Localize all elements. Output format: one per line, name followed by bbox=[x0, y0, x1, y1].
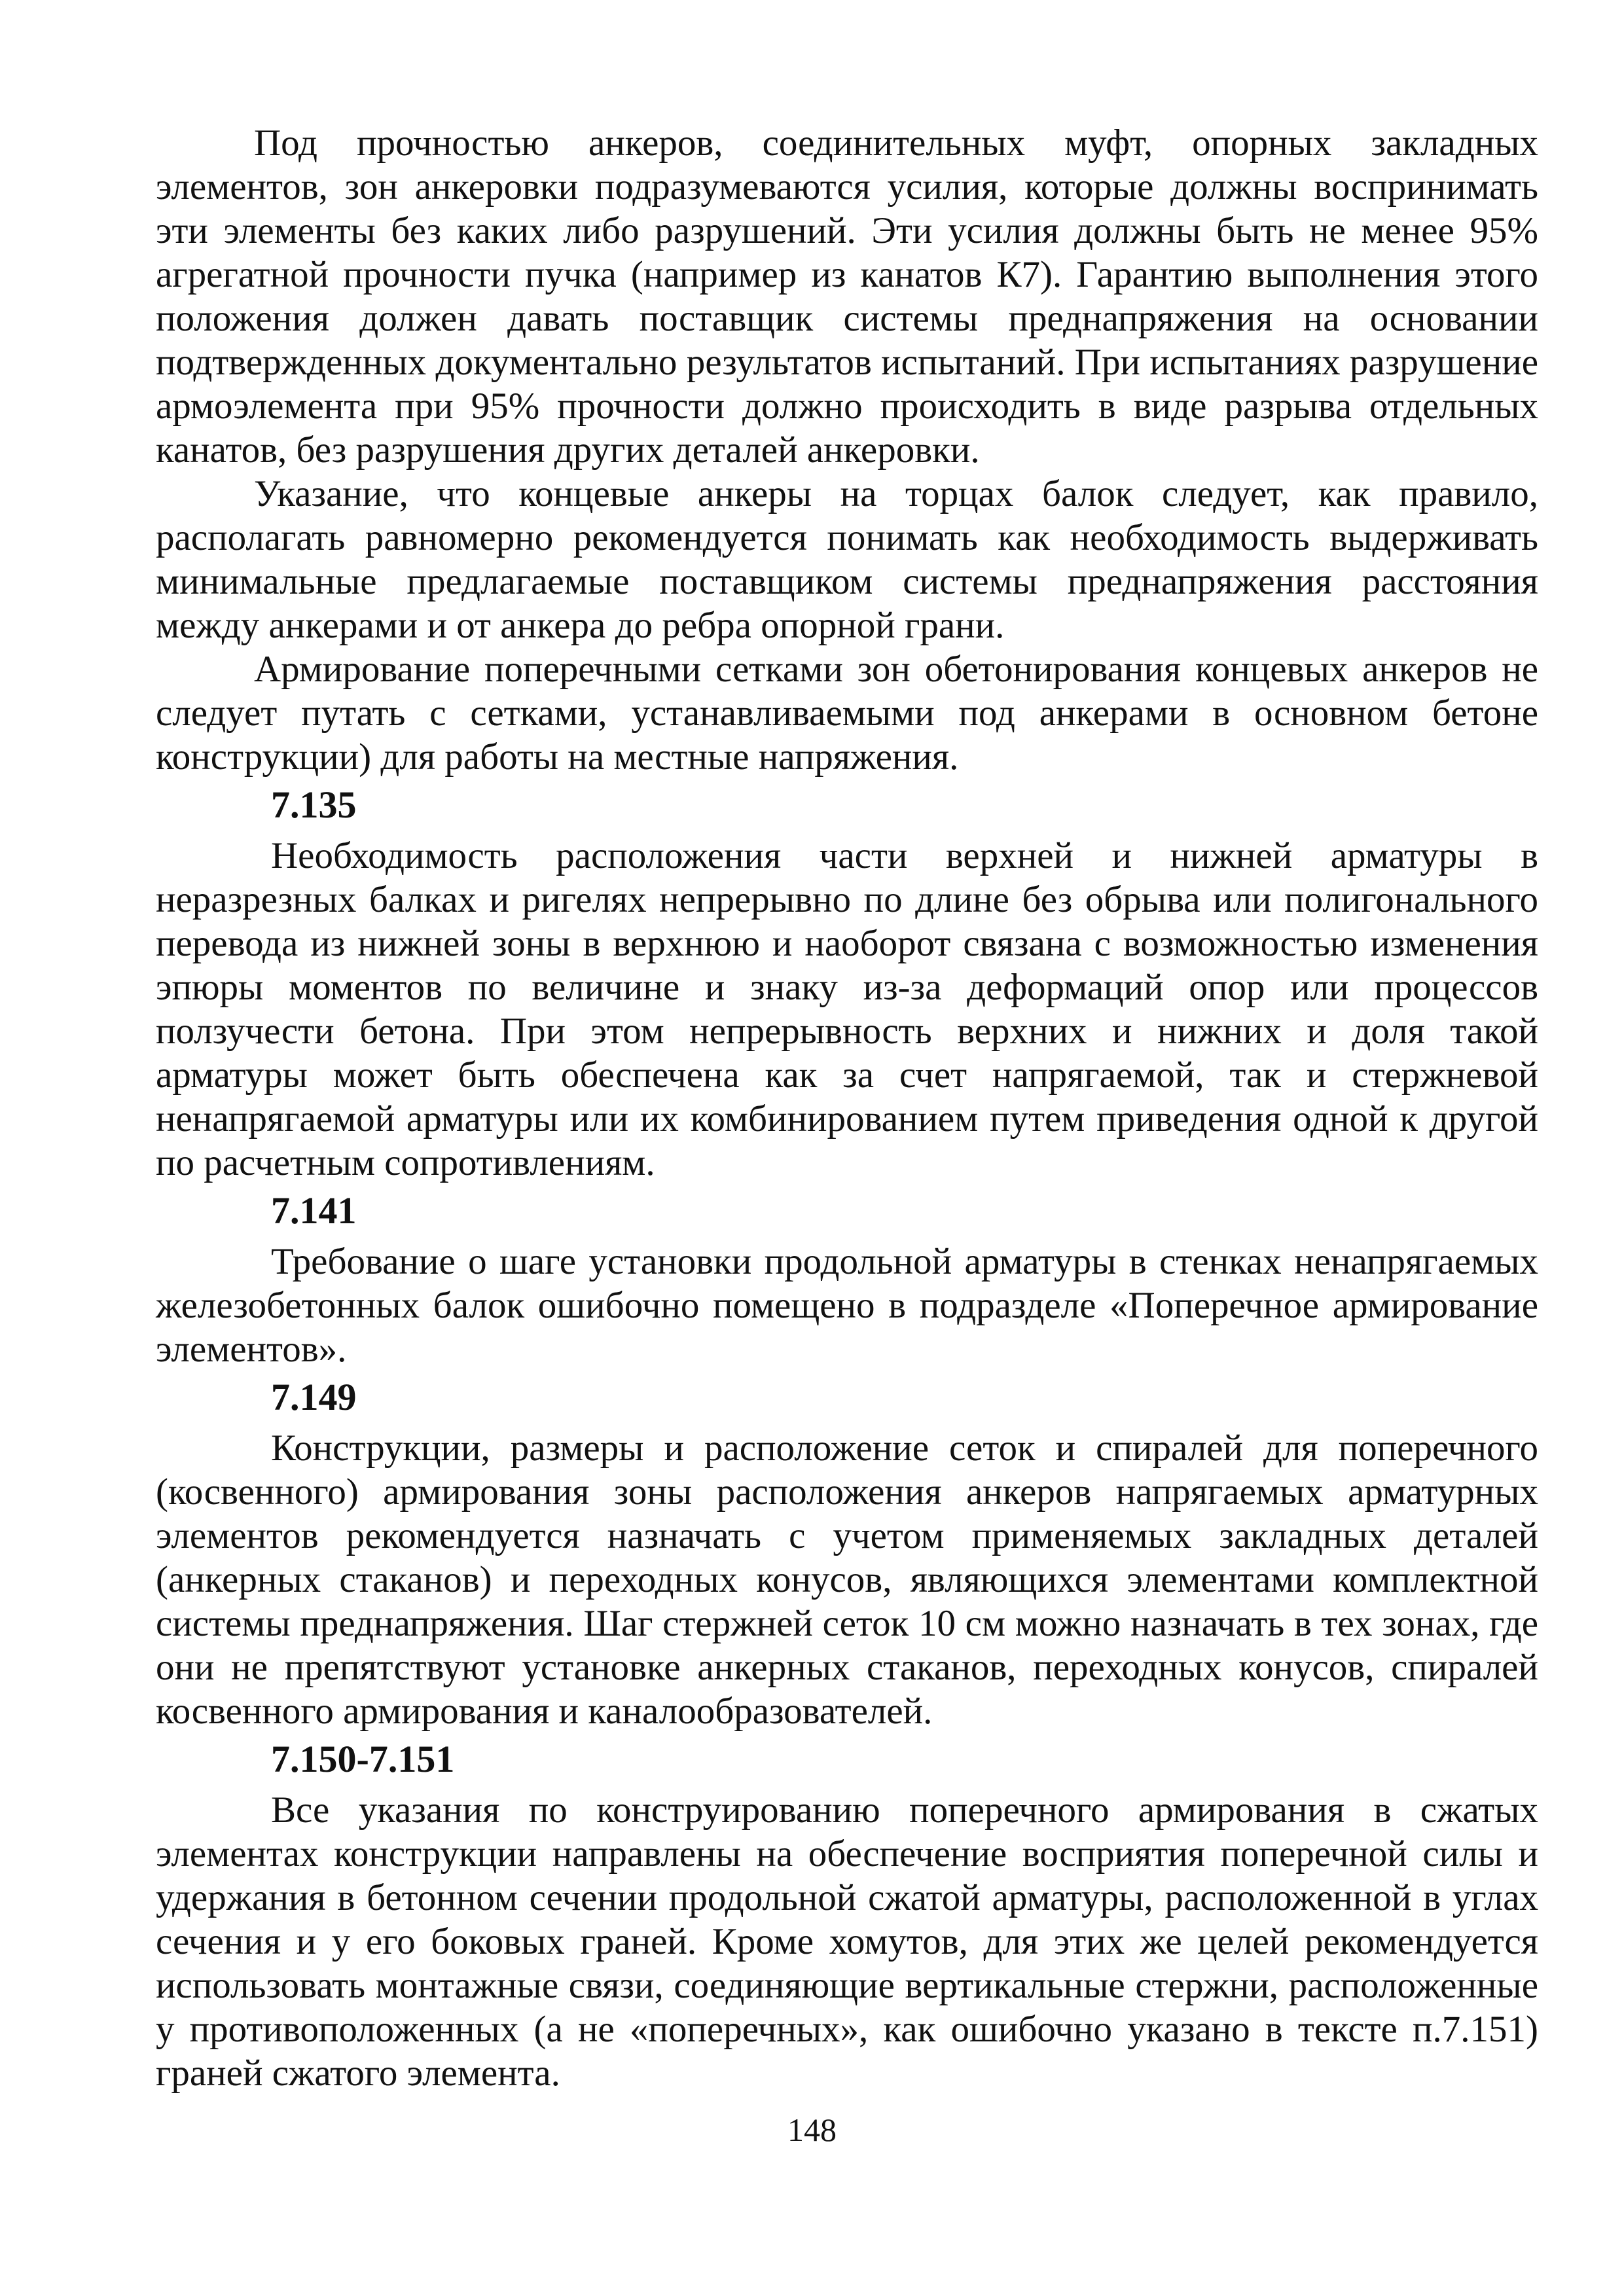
document-page bbox=[156, 121, 1538, 2095]
section-heading-7-141: 7.141 bbox=[271, 1189, 357, 1232]
paragraph-transverse-meshes: Армирование поперечными сетками зон обетонирования концевых анкеров не следует путать с сетками, устанавливаемыми под анкерами в основном бетоне конструкции) для работы на местные напряжения. bbox=[156, 649, 1538, 778]
paragraph-7-141: Требование о шаге установки продольной арматуры в стенках ненапрягаемых железобетонных балок ошибочно помещено в подразделе «Поперечное армирование элементов». bbox=[156, 1241, 1538, 1370]
section-heading-7-149: 7.149 bbox=[271, 1376, 357, 1418]
paragraph-end-anchors: Указание, что концевые анкеры на торцах балок следует, как правило, располагать равномерно рекомендуется понимать как необходимость выдерживать минимальные предлагаемые поставщиком системы преднапряжения расстояния между анкерами и от анкера до ребра опорной грани. bbox=[156, 473, 1538, 646]
paragraph-7-135: Необходимость расположения части верхней и нижней арматуры в неразрезных балках и ригелях непрерывно по длине без обрыва или полигонального перевода из нижней зоны в верхнюю и наоборот связана с возможностью изменения эпюры моментов по величине и знаку из-за деформаций опор или процессов ползучести бетона. При этом непрерывность верхних и нижних и доля такой арматуры может быть обеспечена как за счет напрягаемой, так и стержневой ненапрягаемой арматуры или их комбинированием путем приведения одной к другой по расчетным сопротивлениям. bbox=[156, 835, 1538, 1183]
section-heading-7-135: 7.135 bbox=[271, 783, 357, 826]
paragraph-7-150-7-151: Все указания по конструированию поперечного армирования в сжатых элементах конструкции направлены на обеспечение восприятия поперечной силы и удержания в бетонном сечении продольной сжатой арматуры, расположенной в углах сечения и у его боковых граней. Кроме хомутов, для этих же целей рекомендуется использовать монтажные связи, соединяющие вертикальные стержни, расположенные у противоположенных (а не «поперечных», как ошибочно указано в тексте п.7.151) граней сжатого элемента. bbox=[156, 1789, 1538, 2094]
page-number: 148 bbox=[787, 2111, 837, 2148]
section-heading-7-150-7-151: 7.150-7.151 bbox=[271, 1738, 455, 1780]
paragraph-anchor-strength: Под прочностью анкеров, соединительных муфт, опорных закладных элементов, зон анкеровки подразумеваются усилия, которые должны воспринимать эти элементы без каких либо разрушений. Эти усилия должны быть не менее 95% агрегатной прочности пучка (например из канатов К7). Гарантию выполнения этого положения должен давать поставщик системы преднапряжения на основании подтвержденных документально результатов испытаний. При испытаниях разрушение армоэлемента при 95% прочности должно происходить в виде разрыва отдельных канатов, без разрушения других деталей анкеровки. bbox=[156, 122, 1538, 471]
paragraph-7-149: Конструкции, размеры и расположение сеток и спиралей для поперечного (косвенного) армирования зоны расположения анкеров напрягаемых арматурных элементов рекомендуется назначать с учетом применяемых закладных деталей (анкерных стаканов) и переходных конусов, являющихся элементами комплектной системы преднапряжения. Шаг стержней сеток 10 см можно назначать в тех зонах, где они не препятствуют установке анкерных стаканов, переходных конусов, спиралей косвенного армирования и каналообразователей. bbox=[156, 1427, 1538, 1732]
